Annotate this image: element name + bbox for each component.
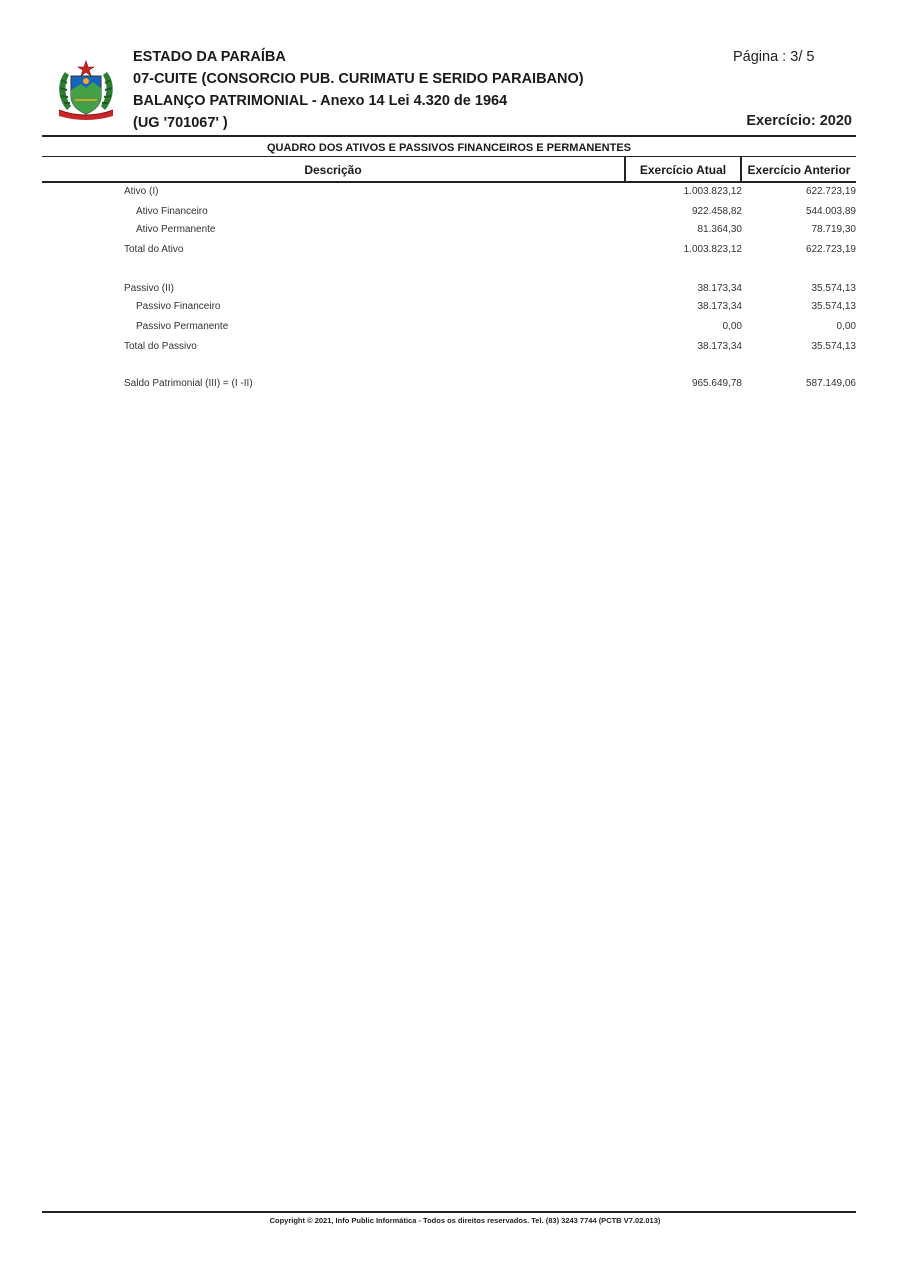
paraiba-coat-of-arms-icon [55,60,117,120]
value-exercicio-atual: 38.173,34 [697,283,742,294]
footer-divider [42,1211,856,1213]
ug-code: (UG '701067' ) [133,115,228,131]
table-header-divider [42,181,856,183]
value-exercicio-anterior: 35.574,13 [811,301,856,312]
table-title-divider [42,156,856,157]
copyright-footer: Copyright © 2021, Info Public Informática - Todos os direitos reservados. Tel. (83) 3243 7744 (PCTB V7.02.013) [269,1216,661,1225]
value-exercicio-atual: 38.173,34 [697,301,742,312]
page-indicator [733,49,814,65]
table-title: QUADRO DOS ATIVOS E PASSIVOS FINANCEIROS E PERMANENTES [266,142,632,154]
row-label: Ativo Permanente [136,224,216,235]
exercise-year: Exercício: 2020 [746,113,852,129]
row-label: Total do Ativo [124,244,184,255]
value-exercicio-anterior: 622.723,19 [805,244,856,255]
column-header-descricao: Descrição [304,163,362,177]
value-exercicio-atual: 1.003.823,12 [683,244,742,255]
state-title: ESTADO DA PARAÍBA [133,49,286,65]
entity-title: 07-CUITE (CONSORCIO PUB. CURIMATU E SERIDO PARAIBANO) [133,71,584,87]
row-label: Ativo Financeiro [136,206,208,217]
header-divider [42,135,856,137]
page-prefix: Página : [733,49,791,65]
value-exercicio-anterior: 0,00 [836,321,856,332]
value-exercicio-atual: 38.173,34 [697,341,742,352]
row-label: Ativo (I) [124,186,159,197]
report-title: BALANÇO PATRIMONIAL - Anexo 14 Lei 4.320 de 1964 [133,93,508,109]
value-exercicio-anterior: 587.149,06 [805,378,856,389]
value-exercicio-atual: 1.003.823,12 [683,186,742,197]
row-label: Passivo (II) [124,283,175,294]
value-exercicio-atual: 965.649,78 [691,378,742,389]
column-header-exercicio-atual: Exercício Atual [639,163,727,177]
value-exercicio-anterior: 544.003,89 [805,206,856,217]
value-exercicio-atual: 81.364,30 [697,224,742,235]
row-label: Passivo Permanente [136,321,229,332]
page-number: 3/ 5 [790,49,815,65]
value-exercicio-anterior: 622.723,19 [805,186,856,197]
value-exercicio-anterior: 78.719,30 [811,224,856,235]
row-label: Total do Passivo [124,341,197,352]
value-exercicio-atual: 922.458,82 [691,206,742,217]
row-label: Saldo Patrimonial (III) = (I -II) [124,378,253,389]
value-exercicio-anterior: 35.574,13 [811,341,856,352]
row-label: Passivo Financeiro [136,301,221,312]
value-exercicio-atual: 0,00 [722,321,742,332]
value-exercicio-anterior: 35.574,13 [811,283,856,294]
column-header-exercicio-anterior: Exercício Anterior [747,163,851,177]
